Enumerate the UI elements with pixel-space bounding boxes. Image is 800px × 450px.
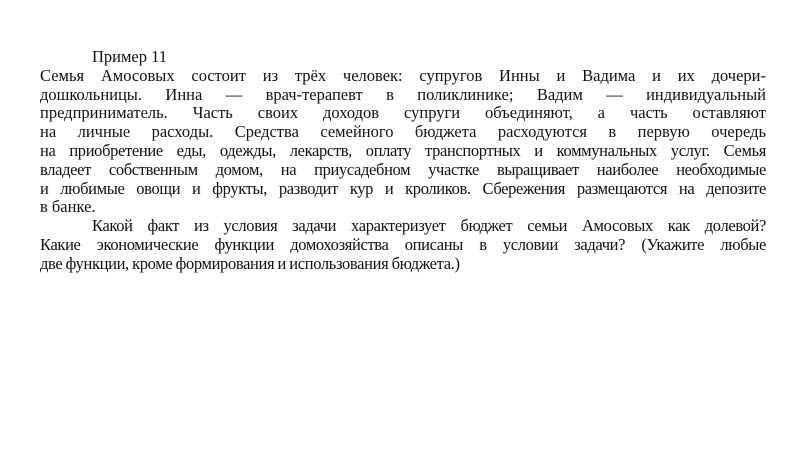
text-line: Какие экономические функции домохозяйства описаны в условии задачи? (Укажите любые [40,234,766,254]
text-line: на личные расходы. Средства семейного бюджета расходуются в первую очередь [40,122,766,142]
text-line: предприниматель. Часть своих доходов супруги объединяют, а часть оставляют [40,103,766,123]
text-line: дошкольницы. Инна — врач-терапевт в поликлинике; Вадим — индивидуальный [40,84,766,104]
text-line: в банке. [40,197,96,217]
text-line: и любимые овощи и фрукты, разводит кур и кроликов. Сбережения размещаются на депозите [40,178,766,198]
text-line: Семья Амосовых состоит из трёх человек: супругов Инны и Вадима и их дочери- [40,65,766,85]
example-title: Пример 11 [92,47,168,66]
question-paragraph [40,217,766,273]
text-line: владеет собственным домом, на приусадебном участке выращивает наиболее необходимые [40,159,766,179]
problem-paragraph [40,67,766,217]
text-line: Какой факт из условия задачи характеризует бюджет семьи Амосовых как долевой? [92,216,766,236]
document-page [40,48,766,274]
text-line: две функции, кроме формирования и использования бюджета.) [40,253,460,273]
text-line: на приобретение еды, одежды, лекарств, оплату транспортных и коммунальных услуг. Семья [40,140,766,160]
